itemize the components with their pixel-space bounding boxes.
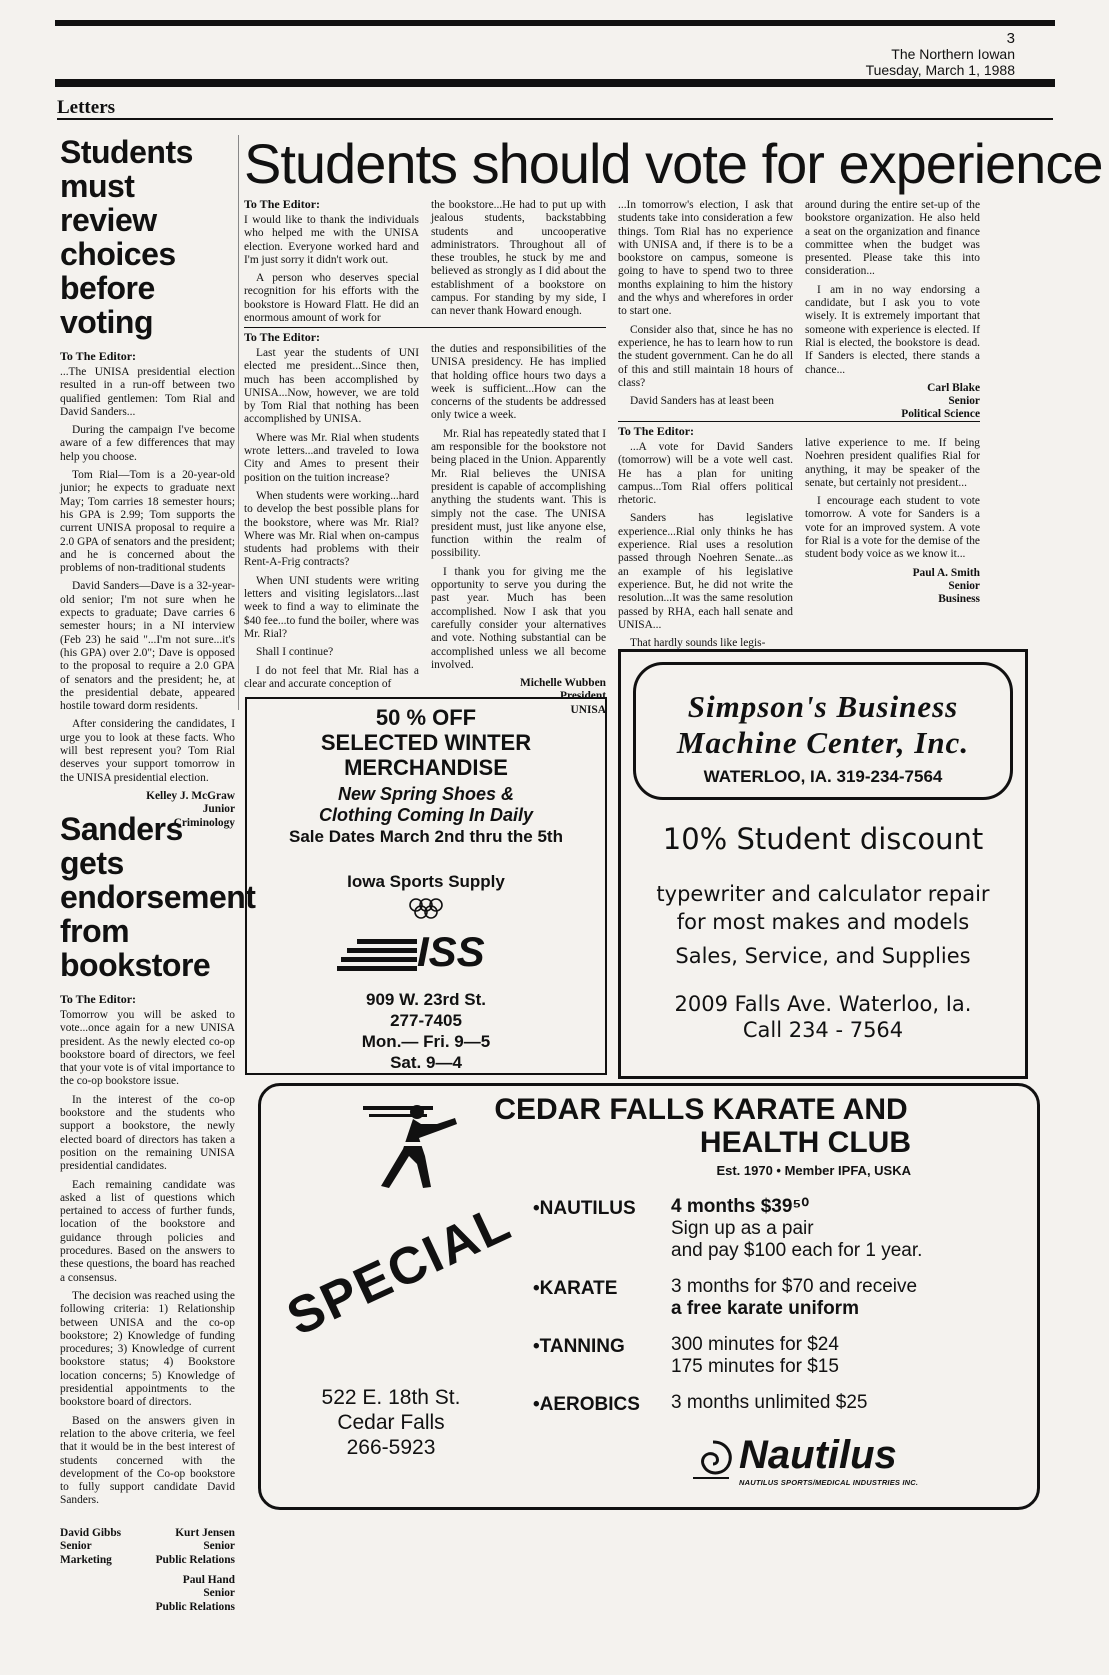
ad-karate-club — [258, 1083, 1040, 1510]
signature-major: Criminology — [173, 816, 235, 829]
signature — [805, 382, 980, 422]
signature-name: David Gibbs — [60, 1527, 122, 1539]
letter-headline: Students must review choices before voting — [60, 134, 193, 340]
address: 2009 Falls Ave. Waterloo, Ia. — [674, 992, 972, 1016]
ad-hours: Sat. 9—4 — [390, 1053, 462, 1072]
offer-line: 3 months for $70 and receive — [671, 1276, 918, 1297]
offer-label: •KARATE — [533, 1278, 618, 1299]
section-label: Letters — [57, 97, 116, 118]
paragraph: Tomorrow you will be asked to vote...once again for a new UNISA president. As the newly elected co-op bookstore board of directors, we feel that your vote is of vital importance to the co-op bookstore issue. — [60, 1009, 235, 1088]
letter-body — [60, 366, 235, 785]
offer-line: a free karate uniform — [671, 1298, 859, 1319]
signature-major: Public Relations — [155, 1600, 235, 1613]
paragraph: When UNI students were writing letters and visiting legislators...last week to find a way to eliminate the $40 fee...to fund the boiler, where was Mr. Rial? — [244, 574, 419, 640]
letter-body — [244, 347, 419, 691]
column-divider — [238, 135, 239, 710]
offer-line: and pay $100 each for 1 year. — [671, 1240, 923, 1261]
club-address: 522 E. 18th St. — [321, 1386, 461, 1409]
paragraph: A person who deserves special recognition for his efforts with the bookstore is Howard Flatt. He did an enormous amount of work for — [244, 272, 419, 325]
ad-headline: SELECTED WINTER — [320, 730, 532, 755]
top-rule — [55, 20, 1055, 26]
offer-label: •AEROBICS — [533, 1394, 640, 1415]
letter-bookstore — [60, 811, 256, 1613]
simpsons-logo-box — [633, 662, 1013, 800]
club-title: CEDAR FALLS KARATE AND — [494, 1093, 908, 1126]
ad-store-name: Iowa Sports Supply — [347, 872, 505, 891]
letter-blake — [618, 199, 793, 413]
letter-body — [244, 214, 419, 325]
signature-major: Public Relations — [155, 1553, 235, 1566]
company-name: Machine Center, Inc. — [676, 725, 970, 760]
karate-kicker-icon — [353, 1094, 473, 1194]
paragraph: ...In tomorrow's election, I ask that students take into consideration a few things. Tom Rial has no experience with UNISA and, if there is to be a bookstore on campus, someone is going to have to spend two to three months explaining to him the history and the whys and wherefores in order to start one. — [618, 199, 793, 318]
paragraph: Mr. Rial has repeatedly stated that I am responsible for the bookstore not being placed in the Union. Apparently Mr. Rial believes the UNISA president is capable of accomplishing anything the students want. This is simply not the case. The UNISA president must, just like anyone else, function within the realm of possibility. — [431, 427, 606, 560]
paragraph: In the interest of the co-op bookstore and the students who support a bookstore, the newly elected board of directors has taken a position on the remaining UNISA presidential candidates. — [60, 1093, 235, 1173]
ad-headline: MERCHANDISE — [344, 755, 508, 780]
offer-label: •NAUTILUS — [533, 1198, 636, 1219]
section-rule — [57, 118, 1053, 120]
signature-name: Kelley J. McGraw — [146, 789, 235, 802]
offer-line: 4 months $39⁵⁰ — [671, 1196, 809, 1217]
nautilus-shell-icon — [689, 1438, 737, 1482]
paragraph: When students were working...hard to develop the best possible plans for the bookstore, where was Mr. Rial? Where was Mr. Rial when on-campus students had problems with their Rent-A-Frig contracts? — [244, 489, 419, 569]
letter-mcgraw — [60, 135, 235, 830]
ad-hours: Mon.— Fri. 9—5 — [361, 1032, 491, 1051]
established: Est. 1970 • Member IPFA, USKA — [716, 1163, 911, 1178]
signature-class: Senior — [60, 1540, 92, 1553]
salutation: To The Editor: — [244, 197, 321, 211]
club-city: Cedar Falls — [337, 1411, 445, 1434]
signature-class: Senior — [203, 1587, 235, 1600]
iss-logo-text: ISS — [417, 928, 485, 975]
ad-subline: New Spring Shoes & — [337, 784, 515, 804]
letter-divider — [618, 421, 980, 422]
main-headline: Students should vote for experience — [244, 132, 1103, 195]
signature — [60, 1527, 140, 1567]
paragraph: Tom Rial—Tom is a 20-year-old junior; he expects to graduate next May; Tom carries 18 semester hours; his GPA is 2.99; Tom supports the current UNISA proposal to require a 2.0 GPA of senators and the president; and he is concerned about the problems of non-traditional students — [60, 469, 235, 575]
signature-name: Carl Blake — [927, 381, 980, 394]
offer-detail — [671, 1334, 1031, 1378]
offer-detail — [671, 1276, 1031, 1320]
paragraph: Sanders has legislative experience...Rial only thinks he has experience. Rial uses a resolution passed through Noehren Senate...as an example of his legislative experience. But, he did not write the resolution...It was the same resolution passed by RHA, each hall senate and UNISA... — [618, 512, 793, 631]
salutation: To The Editor: — [618, 424, 695, 438]
signature-name: Michelle Wubben — [520, 677, 606, 690]
paragraph: Last year the students of UNI elected me president...Since then, much has been accomplished by UNISA...Now, however, we are told by Tom Rial that nothing has been accomplished by UNISA. — [244, 347, 419, 426]
salutation: To The Editor: — [60, 992, 137, 1006]
offer-detail — [671, 1196, 1031, 1262]
letter-body — [431, 343, 606, 672]
offer-label: •TANNING — [533, 1336, 625, 1357]
service: for most makes and models — [676, 910, 970, 934]
olympic-rings-icon — [247, 896, 605, 927]
signature — [130, 1527, 235, 1567]
offer-line: 175 minutes for $15 — [671, 1356, 839, 1377]
letter-body — [805, 199, 980, 377]
signature-name: Kurt Jensen — [175, 1527, 235, 1539]
paragraph: After considering the candidates, I urge you to look at these facts. Who will best represent you? Tom Rial deserves your support tomorrow in the UNISA presidential election. — [60, 718, 235, 784]
paragraph: Each remaining candidate was asked a list of questions which pertained to access of further funds, location of the bookstore and guidance through policies and procedures. Based on the answers to these questions, the board has reached a consensus. — [60, 1178, 235, 1284]
signature-title: President — [560, 690, 606, 703]
company-name: Simpson's Business — [687, 689, 959, 724]
ad-address: 909 W. 23rd St. — [366, 990, 486, 1009]
letter-wubben-cont — [431, 343, 606, 717]
paragraph: lative experience to me. If being Noehren president qualifies Rial for anything, it may be speaker of the senate, but certainly not president... — [805, 437, 980, 489]
letter-howard — [244, 197, 419, 330]
signature-class: Junior — [202, 803, 235, 816]
ad-iowa-sports-supply — [245, 697, 607, 1075]
paper-name: The Northern Iowan — [891, 46, 1015, 62]
paragraph: Shall I continue? — [256, 646, 334, 659]
city-phone: WATERLOO, IA. 319-234-7564 — [703, 767, 943, 786]
signature-name: Paul Hand — [182, 1574, 235, 1586]
iss-logo — [247, 929, 605, 979]
paragraph: Based on the answers given in relation to the above criteria, we feel that it would be in the best interest of students concerned with the development of the Co-op bookstore to fully support candidate David Sanders. — [60, 1414, 235, 1507]
letter-wubben — [244, 330, 419, 696]
paragraph: I am in no way endorsing a candidate, but I ask you to vote wisely. It is extremely important that someone with experience is elected. If Rial is elected, the bookstore is dead. If Sanders is elected, there stands a chance... — [805, 283, 980, 376]
signature-class: Senior — [948, 395, 980, 408]
issue-date: Tuesday, March 1, 1988 — [865, 62, 1015, 78]
paragraph: Consider also that, since he has no experience, he has to learn how to run the student government. Can he do all of this and still maintain 18 hours of class? — [618, 323, 793, 389]
signature-major: Business — [938, 593, 980, 606]
ad-phone: 277-7405 — [390, 1011, 462, 1030]
call: Call 234 - 7564 — [742, 1018, 904, 1042]
letter-body — [805, 437, 980, 562]
ad-subline: Clothing Coming In Daily — [319, 805, 533, 825]
paragraph: I encourage each student to vote tomorrow. A vote for Sanders is a vote for an improved system. A vote for Rial is a vote for the demise of the student body voice as we know it... — [805, 495, 980, 561]
letter-body — [618, 441, 793, 650]
letter-smith-cont — [805, 437, 980, 607]
letter-headline: Sanders gets endorsement from bookstore — [60, 811, 256, 983]
letter-divider — [244, 327, 606, 328]
paragraph: David Sanders—Dave is a 32-year-old senior; I'm not sure when he expects to graduate; Dave carries 6 semester hours; in a NI interview (Feb 23) he said "...I'm not sure...it's (his GPA) over 2.0"; Dave is opposed to the proposal to require a 2.0 GPA of senators and the president; he, at the presidential debate, appeared hostile toward dorm residents. — [60, 580, 235, 713]
ad-simpsons — [618, 649, 1028, 1079]
club-phone: 266-5923 — [346, 1436, 436, 1459]
speed-lines-icon — [337, 935, 417, 975]
signature-major: Political Science — [901, 408, 980, 421]
paragraph: That hardly sounds like legis- — [630, 637, 766, 650]
signature-class: Senior — [948, 579, 980, 592]
paragraph: ...The UNISA presidential election resulted in a run-off between two qualified gentlemen: Tom Rial and David Sanders... — [60, 366, 235, 418]
paragraph: During the campaign I've become aware of a few differences that may help you choose. — [60, 424, 235, 463]
paragraph: David Sanders has at least been — [630, 395, 774, 408]
nautilus-subtitle: NAUTILUS SPORTS/MEDICAL INDUSTRIES INC. — [739, 1478, 919, 1487]
service: typewriter and calculator repair — [656, 882, 990, 906]
paragraph: ...A vote for David Sanders (tomorrow) will be a vote well cast. He has a plan for uniting campus...Tom Rial offers political rhetoric. — [618, 441, 793, 507]
paragraph: around during the entire set-up of the bookstore organization. He also held a seat on the organization and finance committee when the budget was presented. Please take this into consideration... — [805, 199, 980, 278]
paragraph: Where was Mr. Rial when students wrote letters...and traveled to Iowa City and Ames to present their position on the tuition increase? — [244, 431, 419, 484]
salutation: To The Editor: — [60, 349, 137, 363]
letter-body — [60, 1009, 235, 1508]
signature-name: Paul A. Smith — [912, 566, 980, 579]
offer-detail — [671, 1392, 1031, 1414]
letter-howard-cont — [431, 199, 606, 324]
signature-org: UNISA — [570, 703, 606, 716]
masthead-rule — [55, 79, 1055, 87]
paragraph: I do not feel that Mr. Rial has a clear and accurate conception of — [244, 664, 419, 690]
letter-blake-cont — [805, 199, 980, 422]
offer-line: Sign up as a pair — [671, 1218, 814, 1239]
club-title: HEALTH CLUB — [699, 1126, 911, 1159]
paragraph: the bookstore...He had to put up with jealous students, backstabbing students and uncooperative administrators. Throughout all of these troubles, he stuck by me and believed as strongly as I did about the establishment of a bookstore on campus. For standing by my side, I can never thank Howard enough. — [431, 199, 606, 318]
paragraph: The decision was reached using the following criteria: 1) Relationship between UNISA and the co-op bookstore; 2) Knowledge of funding procedures; 3) Knowledge of current bookstore status; 4) Bookstore location concerns; 5) Knowledge of presidential appointments to the bookstore board of directors. — [60, 1289, 235, 1409]
page-number: 3 — [1006, 30, 1015, 47]
paragraph: I would like to thank the individuals who helped me with the UNISA election. Everyone worked hard and I'm just sorry it didn't work out. — [244, 214, 419, 266]
paragraph: I thank you for giving me the opportunity to serve you during the past year. Much has been accomplished. Now I ask that you carefully consider your alternatives and vote. Nothing substantial can be accomplished unless we all become involved. — [431, 565, 606, 671]
nautilus-logo: Nautilus — [739, 1433, 897, 1477]
offer-line: 3 months unlimited $25 — [671, 1392, 868, 1413]
salutation: To The Editor: — [244, 330, 321, 344]
signature — [805, 567, 980, 607]
paragraph: the duties and responsibilities of the UNISA presidency. He has implied that holding office hours two days a week is sufficient...How can the concerns of the students be addressed only twice a week. — [431, 343, 606, 422]
signature-major: Marketing — [60, 1553, 112, 1566]
service: Sales, Service, and Supplies — [675, 944, 971, 968]
ad-dates: Sale Dates March 2nd thru the 5th — [289, 827, 563, 846]
letter-smith — [618, 424, 793, 655]
discount: 10% Student discount — [662, 822, 984, 856]
ad-headline: 50 % OFF — [375, 705, 477, 730]
special-banner: SPECIAL — [278, 1193, 521, 1348]
signature-class: Senior — [203, 1540, 235, 1553]
offer-line: 300 minutes for $24 — [671, 1334, 839, 1355]
signature — [130, 1574, 235, 1614]
